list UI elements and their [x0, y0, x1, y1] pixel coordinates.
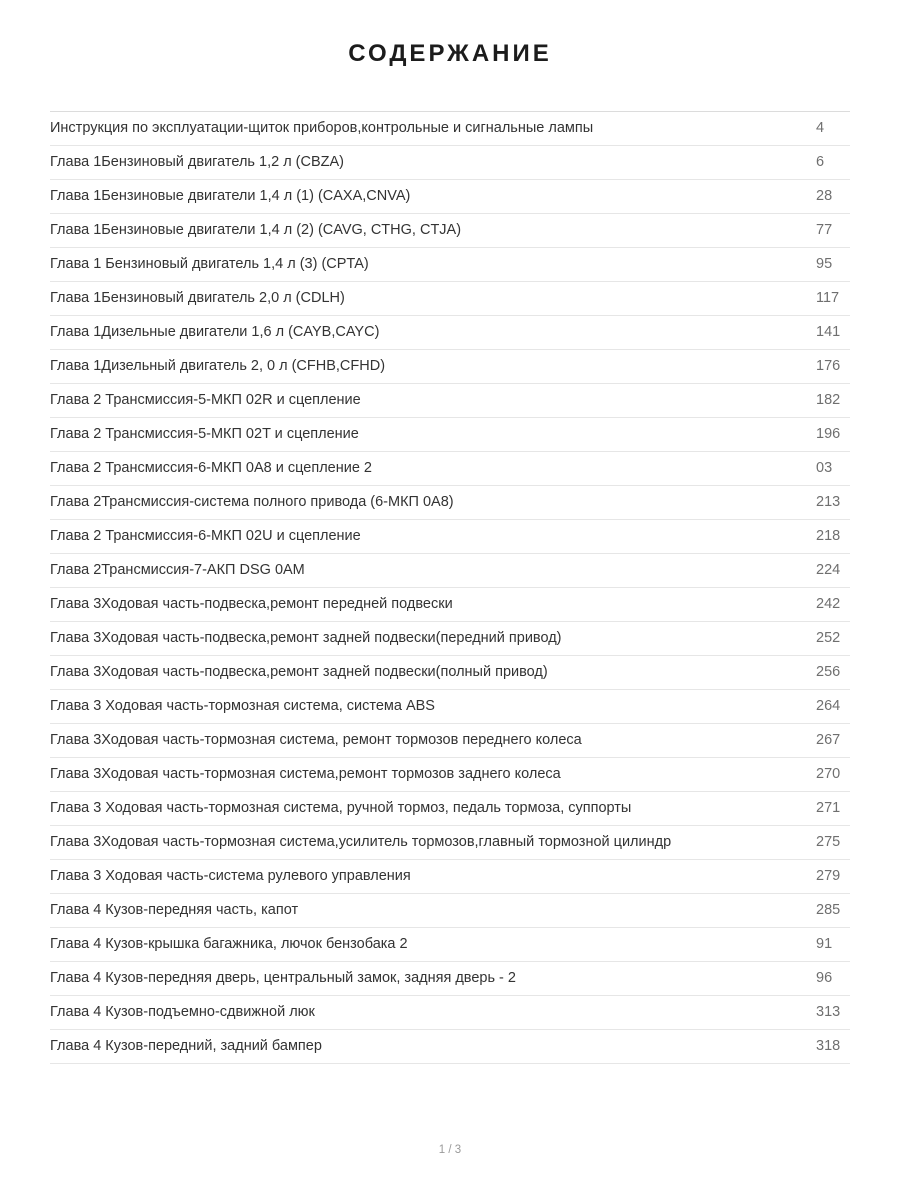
toc-entry-page-number: 264	[816, 698, 841, 715]
toc-entry[interactable]	[50, 860, 850, 894]
toc-entry-label: Глава 1Бензиновые двигатели 1,4 л (1) (CAXA,CNVA)	[50, 187, 411, 204]
toc-entry[interactable]	[50, 588, 850, 622]
toc-entry[interactable]	[50, 554, 850, 588]
toc-entry-page-number: 4	[816, 120, 825, 137]
toc-entry-label: Глава 4 Кузов-подъемно-сдвижной люк	[50, 1003, 315, 1020]
toc-entry-label: Глава 4 Кузов-крышка багажника, лючок бензобака 2	[50, 935, 408, 952]
toc-entry[interactable]	[50, 690, 850, 724]
toc-entry-label: Глава 1Дизельный двигатель 2, 0 л (CFHB,CFHD)	[50, 357, 386, 374]
toc-entry[interactable]	[50, 384, 850, 418]
toc-entry-page-number: 77	[816, 222, 833, 239]
toc-entry[interactable]	[50, 418, 850, 452]
toc-entry-label: Глава 4 Кузов-передняя дверь, центральный замок, задняя дверь - 2	[50, 969, 516, 986]
table-of-contents	[50, 112, 850, 1064]
toc-entry-label: Глава 3Ходовая часть-тормозная система,ремонт тормозов заднего колеса	[50, 765, 561, 782]
toc-entry-page-number: 03	[816, 460, 833, 477]
toc-entry-label: Глава 3Ходовая часть-тормозная система, ремонт тормозов переднего колеса	[50, 731, 582, 748]
toc-entry[interactable]	[50, 180, 850, 214]
toc-entry-label: Глава 1Бензиновый двигатель 2,0 л (CDLH)	[50, 289, 345, 306]
toc-entry-label: Глава 2Трансмиссия-система полного привода (6-МКП 0A8)	[50, 493, 454, 510]
toc-entry-page-number: 28	[816, 188, 833, 205]
toc-entry-label: Инструкция по эксплуатации-щиток приборов,контрольные и сигнальные лампы	[50, 119, 594, 136]
toc-entry-label: Глава 3Ходовая часть-подвеска,ремонт передней подвески	[50, 595, 453, 612]
toc-entry[interactable]	[50, 996, 850, 1030]
toc-entry-label: Глава 3Ходовая часть-тормозная система,усилитель тормозов,главный тормозной цилиндр	[50, 833, 672, 850]
toc-entry-page-number: 6	[816, 154, 825, 171]
toc-entry-page-number: 182	[816, 392, 841, 409]
toc-entry-label: Глава 2 Трансмиссия-6-МКП 0A8 и сцепление 2	[50, 459, 372, 476]
toc-entry[interactable]	[50, 282, 850, 316]
toc-entry[interactable]	[50, 758, 850, 792]
toc-entry[interactable]	[50, 350, 850, 384]
toc-entry-page-number: 279	[816, 868, 841, 885]
toc-entry[interactable]	[50, 112, 850, 146]
toc-entry-page-number: 318	[816, 1038, 841, 1055]
toc-entry-page-number: 270	[816, 766, 841, 783]
toc-entry[interactable]	[50, 1030, 850, 1064]
toc-entry-label: Глава 3Ходовая часть-подвеска,ремонт задней подвески(полный привод)	[50, 663, 548, 680]
toc-entry-page-number: 213	[816, 494, 841, 511]
toc-entry-page-number: 242	[816, 596, 841, 613]
toc-entry-label: Глава 1Дизельные двигатели 1,6 л (CAYB,CAYC)	[50, 323, 380, 340]
page-footer: 1 / 3	[438, 1144, 462, 1156]
toc-entry[interactable]	[50, 894, 850, 928]
toc-entry[interactable]	[50, 928, 850, 962]
toc-entry[interactable]	[50, 248, 850, 282]
toc-entry-page-number: 95	[816, 256, 833, 273]
toc-entry-page-number: 91	[816, 936, 833, 953]
toc-entry-label: Глава 3 Ходовая часть-тормозная система, система ABS	[50, 697, 435, 714]
toc-entry-page-number: 267	[816, 732, 841, 749]
toc-entry-label: Глава 2Трансмиссия-7-АКП DSG 0AM	[50, 561, 305, 578]
toc-entry[interactable]	[50, 452, 850, 486]
toc-entry-page-number: 224	[816, 562, 841, 579]
toc-entry-label: Глава 3 Ходовая часть-система рулевого управления	[50, 867, 411, 884]
toc-entry-page-number: 96	[816, 970, 833, 987]
toc-entry-page-number: 285	[816, 902, 841, 919]
toc-entry-label: Глава 2 Трансмиссия-5-МКП 02R и сцепление	[50, 391, 361, 408]
toc-entry[interactable]	[50, 826, 850, 860]
toc-entry[interactable]	[50, 316, 850, 350]
toc-entry[interactable]	[50, 724, 850, 758]
page-title: СОДЕРЖАНИЕ	[348, 40, 552, 67]
toc-entry[interactable]	[50, 622, 850, 656]
toc-entry-page-number: 313	[816, 1004, 841, 1021]
toc-entry[interactable]	[50, 656, 850, 690]
toc-entry-label: Глава 3 Ходовая часть-тормозная система, ручной тормоз, педаль тормоза, суппорты	[50, 799, 632, 816]
toc-entry-label: Глава 1Бензиновые двигатели 1,4 л (2) (CAVG, CTHG, CTJA)	[50, 221, 462, 238]
toc-entry[interactable]	[50, 520, 850, 554]
toc-entry-page-number: 271	[816, 800, 841, 817]
toc-entry-page-number: 196	[816, 426, 841, 443]
toc-entry-page-number: 141	[816, 324, 841, 341]
toc-entry[interactable]	[50, 146, 850, 180]
toc-entry[interactable]	[50, 486, 850, 520]
toc-entry-page-number: 252	[816, 630, 841, 647]
toc-entry[interactable]	[50, 214, 850, 248]
toc-entry-page-number: 218	[816, 528, 841, 545]
toc-entry-label: Глава 1 Бензиновый двигатель 1,4 л (3) (CPTA)	[50, 255, 369, 272]
toc-entry-label: Глава 3Ходовая часть-подвеска,ремонт задней подвески(передний привод)	[50, 629, 562, 646]
toc-entry[interactable]	[50, 792, 850, 826]
toc-entry-page-number: 117	[816, 290, 840, 307]
toc-entry[interactable]	[50, 962, 850, 996]
toc-entry-label: Глава 1Бензиновый двигатель 1,2 л (CBZA)	[50, 153, 345, 170]
toc-entry-page-number: 176	[816, 358, 841, 375]
toc-entry-page-number: 256	[816, 664, 841, 681]
toc-entry-page-number: 275	[816, 834, 841, 851]
toc-entry-label: Глава 2 Трансмиссия-5-МКП 02T и сцепление	[50, 425, 359, 442]
toc-entry-label: Глава 4 Кузов-передний, задний бампер	[50, 1037, 322, 1054]
toc-entry-label: Глава 4 Кузов-передняя часть, капот	[50, 901, 299, 918]
toc-entry-label: Глава 2 Трансмиссия-6-МКП 02U и сцепление	[50, 527, 361, 544]
